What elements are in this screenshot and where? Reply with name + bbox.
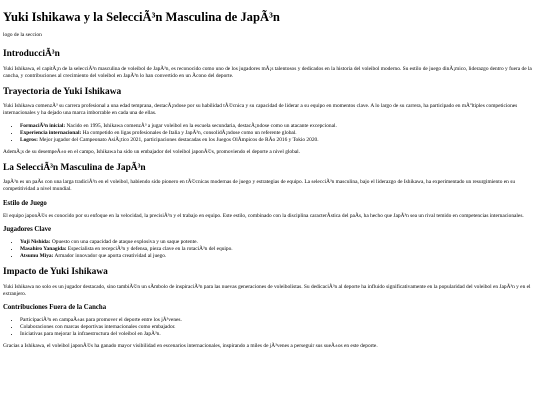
player-name: Atsumu Miya:: [20, 253, 54, 260]
contributions-list: [3, 317, 537, 338]
players-heading: Jugadores Clave: [3, 225, 52, 233]
contributions-heading: Contribuciones Fuera de la Cancha: [3, 303, 107, 311]
page-title: Yuki Ishikawa y la SelecciÃ³n Masculina de JapÃ³n: [3, 10, 280, 24]
impact-paragraph: Yuki Ishikawa no solo es un jugador destacado, sino tambiÃ©n un sÃmbolo de inspiraciÃ³n para las nuevas generaciones de voleibolistas. Su dedicaciÃ³n al deporte ha influido significativamente en la popularidad del voleibol en JapÃ³n y en el extranjero.: [3, 283, 531, 297]
player-description: Armador innovador que aporta creatividad al juego.: [53, 253, 167, 260]
career-item: [20, 123, 537, 130]
career-closing-paragraph: AdemÃ¡s de su desempeÃ±o en el campo, Ishikawa ha sido un embajador del voleibol japonÃ©s, promoviendo el deporte a nivel global.: [3, 148, 301, 155]
players-list: [3, 239, 537, 260]
career-heading: Trayectoria de Yuki Ishikawa: [3, 87, 122, 97]
player-name: Masahiro Yanagida:: [20, 246, 67, 253]
impact-heading: Impacto de Yuki Ishikawa: [3, 267, 108, 278]
contribution-item: • ParticipaciÃ³n en campaÃ±as para promover el deporte entre los jÃ³venes.: [20, 317, 537, 324]
style-heading: Estilo de Juego: [3, 199, 47, 207]
team-heading: La SelecciÃ³n Masculina de JapÃ³n: [3, 163, 146, 174]
career-item-text: Ha competido en ligas profesionales de Italia y JapÃ³n, consolidÃ¡ndose como un referente global.: [81, 129, 297, 136]
career-item-text: Nacido en 1995, Ishikawa comenzÃ³ a jugar voleibol en la escuela secundaria, destacÃ¡ndose como un atacante excepcional.: [65, 122, 337, 129]
intro-paragraph: Yuki Ishikawa, el capitÃ¡n de la selecciÃ³n masculina de voleibol de JapÃ³n, es reconocido como uno de los jugadores mÃ¡s talentosos y dedicados en la historia del voleibol moderno. Su estilo de juego dinÃ¡mico, liderazgo dentro y fuera de la cancha, y contribuciones al crecimiento del voleibol en JapÃ³n lo han convertido en un Ãcono del deporte.: [3, 65, 532, 79]
section-logo-image: logo de la seccion: [3, 32, 42, 39]
career-item-label: Experiencia internacional:: [20, 129, 82, 136]
career-item-text: Mejor jugador del Campeonato AsiÃ¡tico 2021, participaciones destacadas en los Juegos OlÃmpicos de RÃo 2016 y Tokio 2020.: [37, 136, 319, 143]
career-item-label: FormaciÃ³n inicial:: [20, 122, 66, 129]
contribution-item: • Colaboraciones con marcas deportivas internacionales como embajador.: [20, 324, 537, 331]
player-item: [20, 246, 537, 253]
impact-closing-paragraph: Gracias a Ishikawa, el voleibol japonÃ©s ha ganado mayor visibilidad en escenarios internacionales, inspirando a miles de jÃ³venes a perseguir sus sueÃ±os en este deporte.: [3, 343, 378, 350]
career-paragraph: Yuki Ishikawa comenzÃ³ su carrera profesional a una edad temprana, destacÃ¡ndose por su habilidad tÃ©cnica y su capacidad de liderar a su equipo en momentos clave. A lo largo de su carrera, ha participado en mÃºltiples competiciones internacionales y ha dejado una marca imborrable en cada una de ellas.: [3, 103, 518, 117]
career-item: [20, 137, 537, 144]
career-list: [3, 123, 537, 144]
player-item: [20, 253, 537, 260]
player-description: Opuesto con una capacidad de ataque explosiva y un saque potente.: [50, 239, 198, 245]
career-item-label: Logros:: [20, 136, 38, 143]
intro-heading: IntroducciÃ³n: [3, 49, 60, 60]
career-item: [20, 130, 537, 137]
player-description: Especialista en recepciÃ³n y defensa, pieza clave en la rotaciÃ³n del equipo.: [66, 246, 233, 253]
style-paragraph: El equipo japonÃ©s es conocido por su enfoque en la velocidad, la precisiÃ³n y el trabajo en equipo. Este estilo, combinado con la disciplina caracterÃstica del paÃs, ha hecho que JapÃ³n sea un rival temido en competencias internacionales.: [3, 212, 524, 219]
team-paragraph: JapÃ³n es un paÃs con una larga tradiciÃ³n en el voleibol, habiendo sido pionero en tÃ©cnicas modernas de juego y estrategias de equipo. La selecciÃ³n masculina, bajo el liderazgo de Ishikawa, ha experimentado un resurgimiento en su competitividad a nivel mundial.: [3, 179, 516, 193]
contribution-item: • Iniciativas para mejorar la infraestructura del voleibol en JapÃ³n.: [20, 331, 537, 338]
player-name: Yuji Nishida:: [20, 239, 51, 245]
